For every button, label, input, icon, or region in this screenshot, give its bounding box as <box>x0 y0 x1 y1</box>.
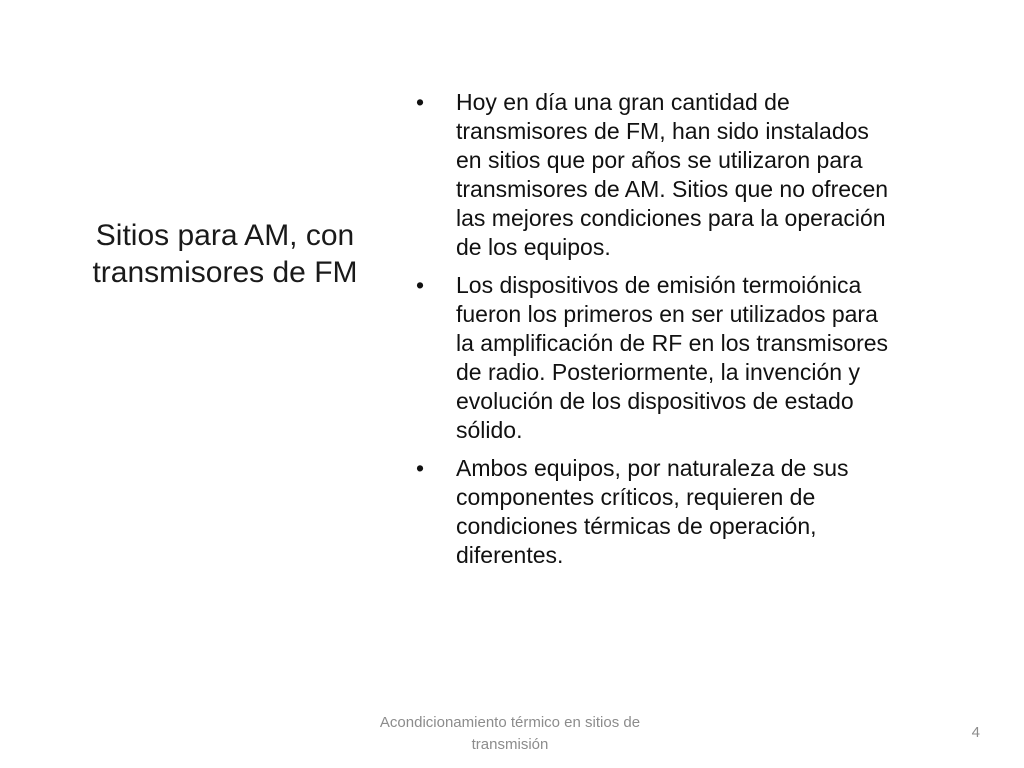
bullet-text: Hoy en día una gran cantidad de transmisores de FM, han sido instalados en sitios que por años se utilizaron para transmisores de AM. Sitios que no ofrecen las mejores condiciones para la operación de los equipos. <box>456 89 889 260</box>
bullet-text: Los dispositivos de emisión termoiónica fueron los primeros en ser utilizados para la amplificación de RF en los transmisores de radio. Posteriormente, la invención y evolución de los dispositivos de estado sólido. <box>456 272 889 443</box>
bullet-item <box>410 88 890 262</box>
slide-title: Sitios para AM, con transmisores de FM <box>92 219 358 289</box>
bullet-marker: • <box>416 455 425 481</box>
page-number: 4 <box>971 724 980 741</box>
slide-footer: Acondicionamiento térmico en sitios de transmisión <box>379 714 641 753</box>
bullet-marker: • <box>416 272 425 298</box>
bullet-item <box>410 271 890 445</box>
bullet-marker: • <box>416 89 425 115</box>
bullet-text: Ambos equipos, por naturaleza de sus componentes críticos, requieren de condiciones térmicas de operación, diferentes. <box>456 455 849 568</box>
bullet-list <box>410 88 890 579</box>
bullet-item <box>410 454 890 570</box>
